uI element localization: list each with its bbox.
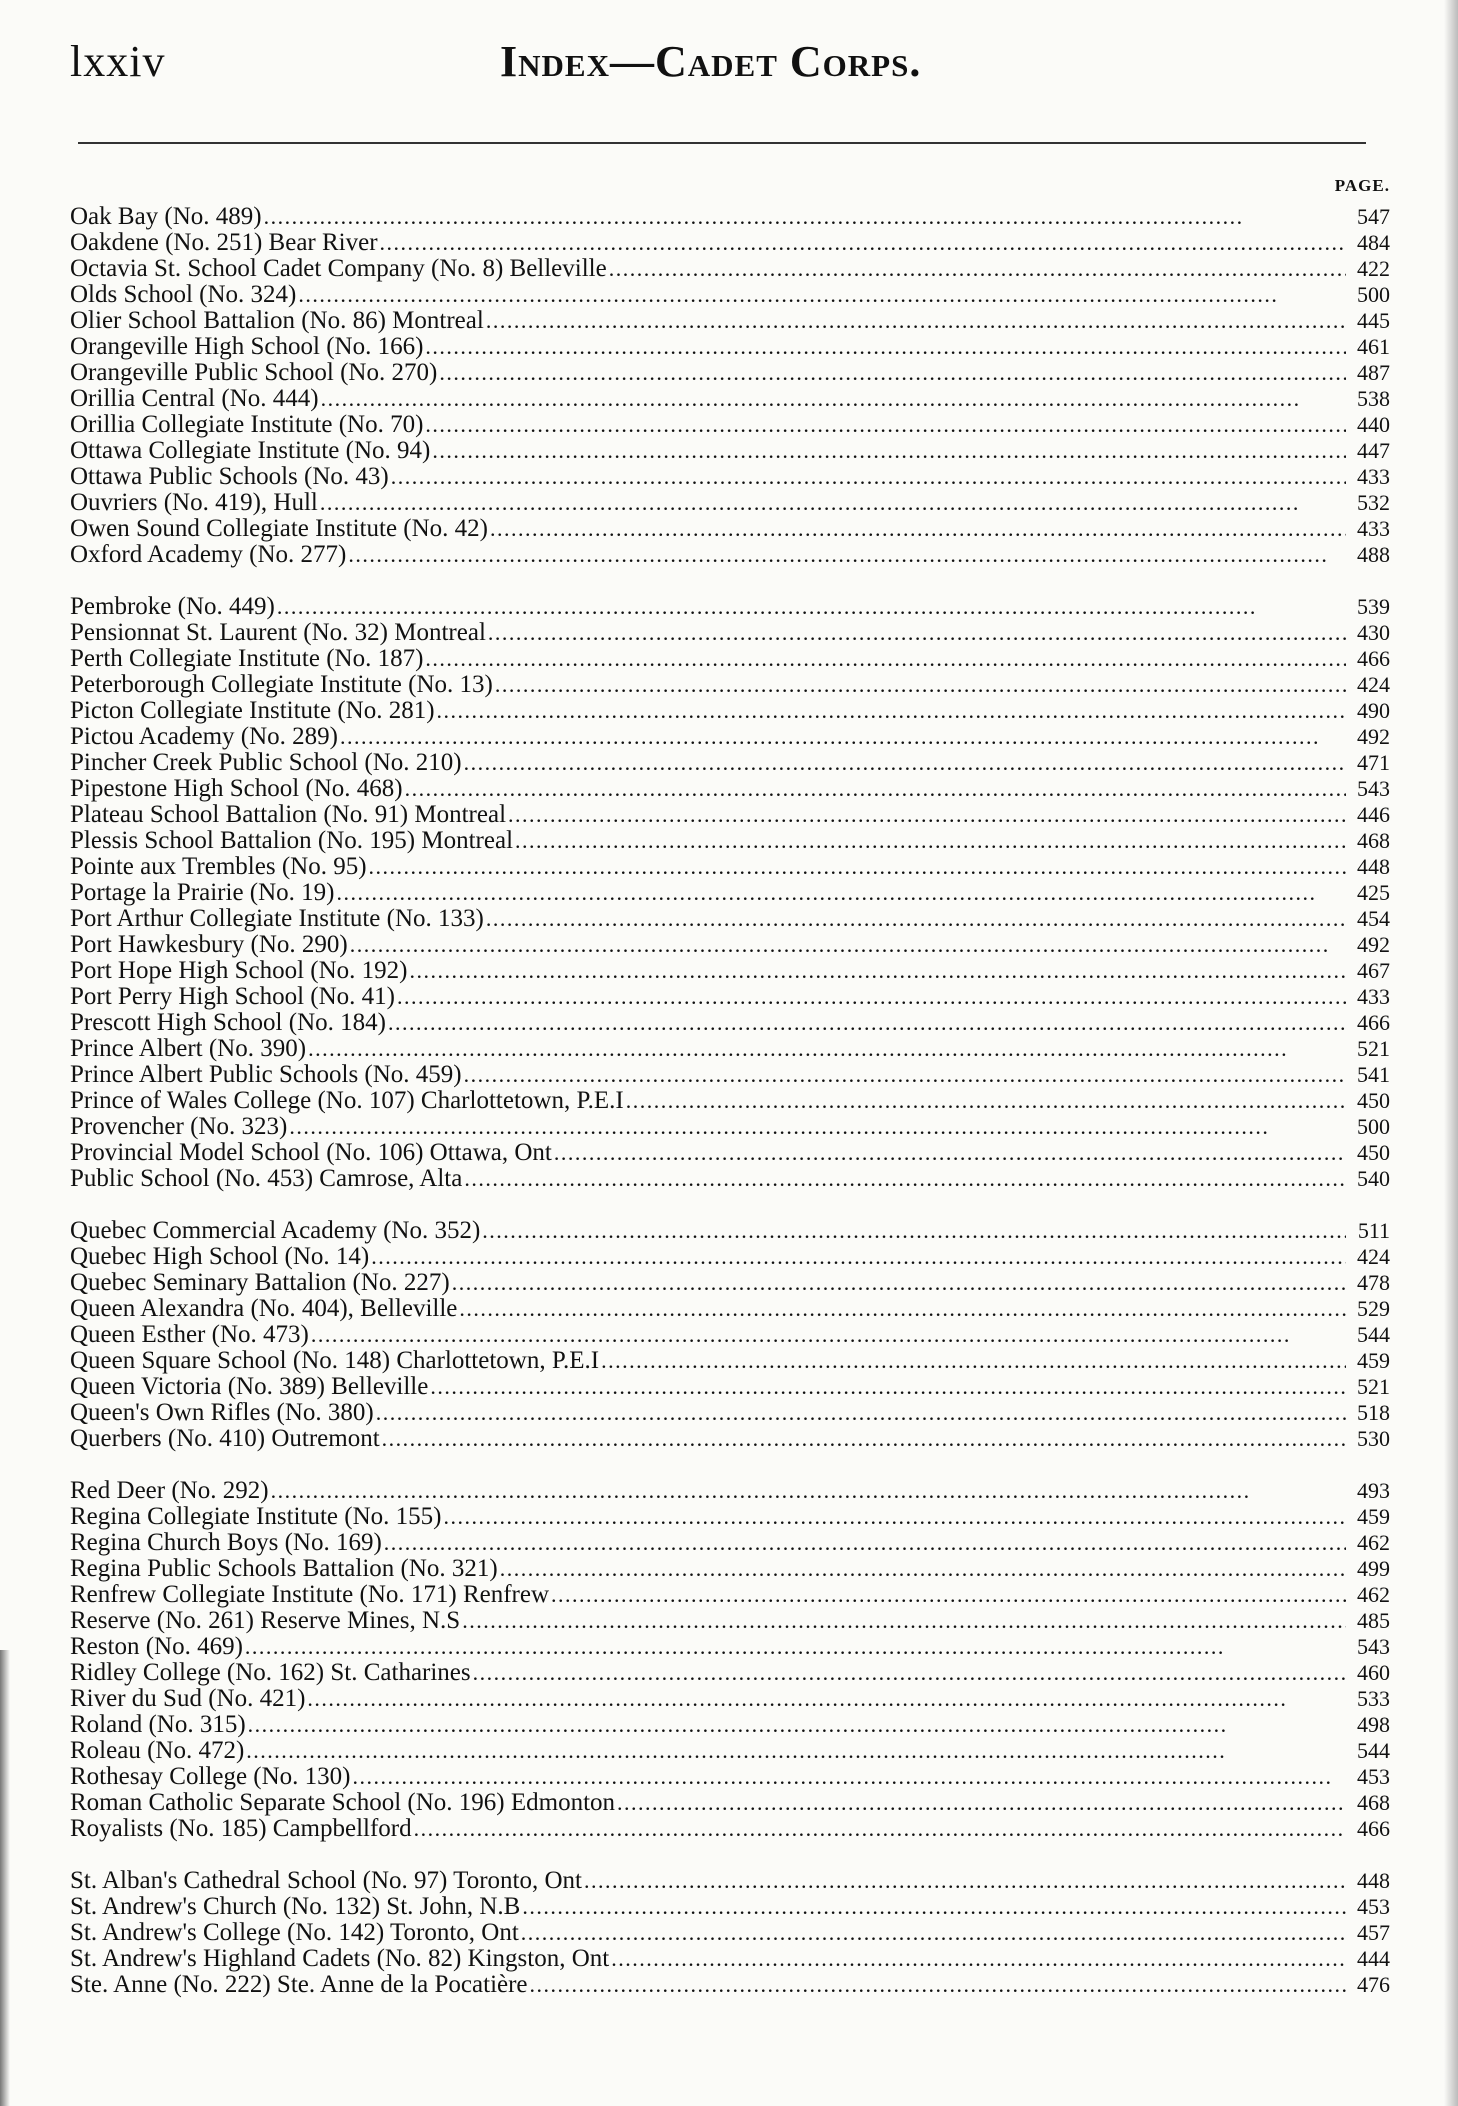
dot-leader <box>369 854 1346 880</box>
dot-leader <box>495 672 1346 698</box>
dot-leader <box>321 386 1346 412</box>
dot-leader <box>584 1868 1346 1894</box>
entry-page-number: 488 <box>1357 542 1390 567</box>
dot-leader <box>462 1608 1346 1634</box>
entry-page-number: 422 <box>1357 256 1390 281</box>
dot-leader <box>425 646 1346 672</box>
entry-name: Reserve (No. 261) Reserve Mines, N.S <box>70 1607 461 1634</box>
entry-name: Port Arthur Collegiate Institute (No. 133) <box>70 905 484 932</box>
dot-leader <box>380 230 1346 256</box>
entry-page-number: 433 <box>1357 984 1390 1009</box>
entry-name: Prescott High School (No. 184) <box>70 1009 386 1036</box>
entry-page-number: 484 <box>1357 230 1390 255</box>
index-entry <box>70 1634 1390 1660</box>
entry-page-number: 529 <box>1357 1296 1390 1321</box>
index-entry <box>70 1556 1390 1582</box>
entry-name: Provencher (No. 323) <box>70 1113 288 1140</box>
index-entry <box>70 1920 1390 1946</box>
entry-name: Royalists (No. 185) Campbellford <box>70 1815 412 1842</box>
entry-page-number: 457 <box>1357 1920 1390 1945</box>
entry-page-number: 450 <box>1357 1088 1390 1113</box>
dot-leader <box>264 204 1346 230</box>
dot-leader <box>486 906 1346 932</box>
entry-page-number: 445 <box>1357 308 1390 333</box>
index-entry <box>70 1530 1390 1556</box>
entry-page-number: 543 <box>1357 776 1390 801</box>
index-entry <box>70 1504 1390 1530</box>
entry-page-number: 444 <box>1357 1946 1390 1971</box>
entry-page-number: 530 <box>1357 1426 1390 1451</box>
entry-name: Ottawa Collegiate Institute (No. 94) <box>70 437 431 464</box>
index-entry <box>70 646 1390 672</box>
dot-leader <box>414 1816 1346 1842</box>
entry-page-number: 448 <box>1357 854 1390 879</box>
index-entry <box>70 1686 1390 1712</box>
index-entry <box>70 1946 1390 1972</box>
index-entry <box>70 958 1390 984</box>
index-entry <box>70 750 1390 776</box>
entry-name: Ste. Anne (No. 222) Ste. Anne de la Pocatière <box>70 1971 528 1998</box>
index-entry <box>70 906 1390 932</box>
entry-name: Queen Alexandra (No. 404), Belleville <box>70 1295 458 1322</box>
index-entry <box>70 542 1390 568</box>
entry-name: Pembroke (No. 449) <box>70 593 275 620</box>
index-entry <box>70 334 1390 360</box>
entry-page-number: 492 <box>1357 932 1390 957</box>
index-entry <box>70 490 1390 516</box>
entry-name: Queen Victoria (No. 389) Belleville <box>70 1373 429 1400</box>
index-entry <box>70 1114 1390 1140</box>
entry-name: St. Andrew's Church (No. 132) St. John, N.B <box>70 1893 521 1920</box>
entry-page-number: 433 <box>1357 516 1390 541</box>
entry-name: Olier School Battalion (No. 86) Montreal <box>70 307 484 334</box>
entry-page-number: 433 <box>1357 464 1390 489</box>
index-entry <box>70 724 1390 750</box>
dot-leader <box>388 1010 1346 1036</box>
dot-leader <box>277 594 1346 620</box>
entry-name: Pictou Academy (No. 289) <box>70 723 339 750</box>
entry-page-number: 459 <box>1357 1504 1390 1529</box>
dot-leader <box>425 334 1346 360</box>
entry-page-number: 453 <box>1357 1764 1390 1789</box>
scan-edge-shadow <box>0 1650 10 2106</box>
dot-leader <box>311 1322 1346 1348</box>
dot-leader <box>371 1244 1346 1270</box>
index-entry <box>70 854 1390 880</box>
entry-page-number: 518 <box>1357 1400 1390 1425</box>
index-group <box>70 1478 1390 1842</box>
index-entry <box>70 516 1390 542</box>
entry-page-number: 532 <box>1357 490 1390 515</box>
dot-leader <box>376 1400 1346 1426</box>
entry-page-number: 447 <box>1357 438 1390 463</box>
index-group <box>70 1868 1390 1998</box>
entry-name: Prince of Wales College (No. 107) Charlottetown, P.E.I <box>70 1087 624 1114</box>
entry-page-number: 499 <box>1357 1556 1390 1581</box>
entry-page-number: 500 <box>1357 1114 1390 1139</box>
dot-leader <box>626 1088 1346 1114</box>
entry-page-number: 440 <box>1357 412 1390 437</box>
entry-name: Roman Catholic Separate School (No. 196) Edmonton <box>70 1789 616 1816</box>
entry-page-number: 478 <box>1357 1270 1390 1295</box>
entry-name: Regina Public Schools Battalion (No. 321) <box>70 1555 498 1582</box>
entry-name: Perth Collegiate Institute (No. 187) <box>70 645 424 672</box>
entry-page-number: 490 <box>1357 698 1390 723</box>
index-entry <box>70 1608 1390 1634</box>
entry-name: Regina Collegiate Institute (No. 155) <box>70 1503 442 1530</box>
dot-leader <box>337 880 1346 906</box>
entry-name: Ridley College (No. 162) St. Catharines <box>70 1659 471 1686</box>
entry-name: Public School (No. 453) Camrose, Alta <box>70 1165 463 1192</box>
dot-leader <box>490 516 1346 542</box>
header-rule <box>78 142 1366 144</box>
entry-name: Orangeville High School (No. 166) <box>70 333 424 360</box>
index-entry <box>70 984 1390 1010</box>
entry-page-number: 424 <box>1357 1244 1390 1269</box>
dot-leader <box>391 464 1346 490</box>
dot-leader <box>500 1556 1346 1582</box>
dot-leader <box>554 1140 1346 1166</box>
entry-page-number: 466 <box>1357 646 1390 671</box>
dot-leader <box>425 412 1346 438</box>
dot-leader <box>340 724 1346 750</box>
entry-name: Queen's Own Rifles (No. 380) <box>70 1399 374 1426</box>
entry-page-number: 467 <box>1357 958 1390 983</box>
entry-page-number: 539 <box>1357 594 1390 619</box>
entry-name: Queen Esther (No. 473) <box>70 1321 309 1348</box>
entry-name: Roleau (No. 472) <box>70 1737 245 1764</box>
index-entry <box>70 1712 1390 1738</box>
entry-name: Pipestone High School (No. 468) <box>70 775 403 802</box>
dot-leader <box>348 542 1346 568</box>
entry-page-number: 425 <box>1357 880 1390 905</box>
dot-leader <box>486 308 1346 334</box>
entry-name: St. Alban's Cathedral School (No. 97) Toronto, Ont <box>70 1867 582 1894</box>
index-group <box>70 1218 1390 1452</box>
entry-page-number: 462 <box>1357 1530 1390 1555</box>
entry-page-number: 492 <box>1357 724 1390 749</box>
dot-leader <box>459 1296 1346 1322</box>
dot-leader <box>452 1270 1346 1296</box>
index-entry <box>70 672 1390 698</box>
index-entry <box>70 1868 1390 1894</box>
entry-name: Oak Bay (No. 489) <box>70 203 262 230</box>
entry-name: Queen Square School (No. 148) Charlottetown, P.E.I <box>70 1347 600 1374</box>
index-group <box>70 204 1390 568</box>
index-entry <box>70 932 1390 958</box>
entry-name: Pointe aux Trembles (No. 95) <box>70 853 367 880</box>
index-entry <box>70 1972 1390 1998</box>
entry-page-number: 487 <box>1357 360 1390 385</box>
entry-name: Olds School (No. 324) <box>70 281 297 308</box>
entry-page-number: 498 <box>1357 1712 1390 1737</box>
index-entry <box>70 1738 1390 1764</box>
entry-name: Oakdene (No. 251) Bear River <box>70 229 378 256</box>
index-entry <box>70 828 1390 854</box>
dot-leader <box>530 1972 1346 1998</box>
index-entry <box>70 1400 1390 1426</box>
dot-leader <box>248 1712 1346 1738</box>
entry-name: Provincial Model School (No. 106) Ottawa, Ont <box>70 1139 552 1166</box>
entry-page-number: 460 <box>1357 1660 1390 1685</box>
dot-leader <box>522 1894 1346 1920</box>
entry-page-number: 461 <box>1357 334 1390 359</box>
index-entry <box>70 386 1390 412</box>
entry-name: Oxford Academy (No. 277) <box>70 541 347 568</box>
entry-page-number: 521 <box>1357 1036 1390 1061</box>
index-entry <box>70 1764 1390 1790</box>
entry-page-number: 485 <box>1357 1608 1390 1633</box>
entry-page-number: 471 <box>1357 750 1390 775</box>
index-entry <box>70 776 1390 802</box>
entry-page-number: 544 <box>1357 1738 1390 1763</box>
dot-leader <box>350 932 1346 958</box>
index-group <box>70 594 1390 1192</box>
entry-name: Orillia Collegiate Institute (No. 70) <box>70 411 424 438</box>
index-entry <box>70 620 1390 646</box>
entry-name: Port Hawkesbury (No. 290) <box>70 931 348 958</box>
dot-leader <box>298 282 1346 308</box>
entry-name: Peterborough Collegiate Institute (No. 13) <box>70 671 493 698</box>
entry-page-number: 541 <box>1357 1062 1390 1087</box>
dot-leader <box>473 1660 1346 1686</box>
dot-leader <box>430 1374 1346 1400</box>
index-entry <box>70 1582 1390 1608</box>
index-entry <box>70 1296 1390 1322</box>
index-entry <box>70 1426 1390 1452</box>
entry-page-number: 476 <box>1357 1972 1390 1997</box>
index-entry <box>70 282 1390 308</box>
index-entry <box>70 594 1390 620</box>
index-entry <box>70 438 1390 464</box>
index-entry <box>70 1166 1390 1192</box>
dot-leader <box>482 1218 1346 1244</box>
index-entry <box>70 412 1390 438</box>
index-entry <box>70 1140 1390 1166</box>
dot-leader <box>432 438 1346 464</box>
index-entry <box>70 1010 1390 1036</box>
dot-leader <box>515 828 1346 854</box>
entry-name: Plateau School Battalion (No. 91) Montreal <box>70 801 507 828</box>
index-entry <box>70 1348 1390 1374</box>
index-entry <box>70 1894 1390 1920</box>
index-entry <box>70 204 1390 230</box>
entry-page-number: 493 <box>1357 1478 1390 1503</box>
entry-page-number: 468 <box>1357 828 1390 853</box>
dot-leader <box>384 1530 1346 1556</box>
entry-name: Querbers (No. 410) Outremont <box>70 1425 380 1452</box>
entry-name: Ottawa Public Schools (No. 43) <box>70 463 389 490</box>
dot-leader <box>464 1062 1346 1088</box>
index-entry <box>70 1790 1390 1816</box>
entry-name: Orillia Central (No. 444) <box>70 385 319 412</box>
entry-page-number: 544 <box>1357 1322 1390 1347</box>
entry-name: Quebec High School (No. 14) <box>70 1243 370 1270</box>
entry-page-number: 448 <box>1357 1868 1390 1893</box>
entry-name: Orangeville Public School (No. 270) <box>70 359 438 386</box>
page-number: lxxiv <box>70 37 166 86</box>
entry-page-number: 459 <box>1357 1348 1390 1373</box>
entry-name: River du Sud (No. 421) <box>70 1685 306 1712</box>
dot-leader <box>382 1426 1346 1452</box>
index-entry <box>70 308 1390 334</box>
entry-name: Reston (No. 469) <box>70 1633 243 1660</box>
entry-name: Pincher Creek Public School (No. 210) <box>70 749 462 776</box>
entry-name: Port Perry High School (No. 41) <box>70 983 395 1010</box>
index-entry <box>70 1660 1390 1686</box>
index-entry <box>70 464 1390 490</box>
entry-name: Red Deer (No. 292) <box>70 1477 269 1504</box>
dot-leader <box>601 1348 1346 1374</box>
dot-leader <box>551 1582 1346 1608</box>
page-column-label: PAGE. <box>1334 176 1390 195</box>
entry-name: Prince Albert Public Schools (No. 459) <box>70 1061 462 1088</box>
entry-name: Octavia St. School Cadet Company (No. 8) Belleville <box>70 255 607 282</box>
entry-page-number: 424 <box>1357 672 1390 697</box>
dot-leader <box>308 1036 1346 1062</box>
entry-page-number: 538 <box>1357 386 1390 411</box>
index-list <box>70 204 1390 2024</box>
dot-leader <box>405 776 1346 802</box>
index-entry <box>70 1218 1390 1244</box>
entry-page-number: 430 <box>1357 620 1390 645</box>
entry-name: Portage la Prairie (No. 19) <box>70 879 335 906</box>
dot-leader <box>609 256 1346 282</box>
entry-page-number: 468 <box>1357 1790 1390 1815</box>
entry-name: Plessis School Battalion (No. 195) Montreal <box>70 827 514 854</box>
entry-name: Ouvriers (No. 419), Hull <box>70 489 318 516</box>
index-entry <box>70 1036 1390 1062</box>
entry-name: Prince Albert (No. 390) <box>70 1035 307 1062</box>
dot-leader <box>521 1920 1346 1946</box>
dot-leader <box>617 1790 1346 1816</box>
dot-leader <box>271 1478 1346 1504</box>
index-entry <box>70 1816 1390 1842</box>
entry-name: Renfrew Collegiate Institute (No. 171) Renfrew <box>70 1581 550 1608</box>
entry-name: Roland (No. 315) <box>70 1711 246 1738</box>
entry-page-number: 500 <box>1357 282 1390 307</box>
entry-name: Pensionnat St. Laurent (No. 32) Montreal <box>70 619 486 646</box>
dot-leader <box>443 1504 1346 1530</box>
entry-name: Picton Collegiate Institute (No. 281) <box>70 697 435 724</box>
entry-page-number: 547 <box>1357 204 1390 229</box>
index-entry <box>70 1270 1390 1296</box>
dot-leader <box>409 958 1346 984</box>
scan-binding-edge <box>1444 0 1458 2106</box>
index-entry <box>70 1374 1390 1400</box>
index-entry <box>70 1062 1390 1088</box>
dot-leader <box>307 1686 1346 1712</box>
dot-leader <box>246 1738 1346 1764</box>
dot-leader <box>611 1946 1346 1972</box>
index-entry <box>70 230 1390 256</box>
entry-name: Owen Sound Collegiate Institute (No. 42) <box>70 515 488 542</box>
dot-leader <box>353 1764 1346 1790</box>
entry-page-number: 466 <box>1357 1010 1390 1035</box>
index-entry <box>70 1244 1390 1270</box>
entry-page-number: 466 <box>1357 1816 1390 1841</box>
entry-page-number: 446 <box>1357 802 1390 827</box>
entry-name: Port Hope High School (No. 192) <box>70 957 408 984</box>
entry-name: Quebec Commercial Academy (No. 352) <box>70 1217 481 1244</box>
dot-leader <box>488 620 1346 646</box>
dot-leader <box>508 802 1346 828</box>
entry-page-number: 521 <box>1357 1374 1390 1399</box>
dot-leader <box>437 698 1346 724</box>
index-entry <box>70 1478 1390 1504</box>
entry-page-number: 462 <box>1357 1582 1390 1607</box>
index-entry <box>70 802 1390 828</box>
entry-name: Regina Church Boys (No. 169) <box>70 1529 382 1556</box>
entry-page-number: 453 <box>1357 1894 1390 1919</box>
dot-leader <box>464 1166 1346 1192</box>
entry-page-number: 450 <box>1357 1140 1390 1165</box>
entry-page-number: 543 <box>1357 1634 1390 1659</box>
index-entry <box>70 256 1390 282</box>
entry-name: Quebec Seminary Battalion (No. 227) <box>70 1269 450 1296</box>
index-entry <box>70 880 1390 906</box>
dot-leader <box>439 360 1346 386</box>
index-entry <box>70 1322 1390 1348</box>
entry-page-number: 454 <box>1357 906 1390 931</box>
dot-leader <box>289 1114 1346 1140</box>
entry-name: St. Andrew's College (No. 142) Toronto, Ont <box>70 1919 519 1946</box>
entry-page-number: 540 <box>1357 1166 1390 1191</box>
entry-page-number: 511 <box>1357 1218 1390 1243</box>
dot-leader <box>245 1634 1346 1660</box>
dot-leader <box>320 490 1346 516</box>
entry-name: St. Andrew's Highland Cadets (No. 82) Kingston, Ont <box>70 1945 610 1972</box>
entry-page-number: 533 <box>1357 1686 1390 1711</box>
entry-name: Rothesay College (No. 130) <box>70 1763 351 1790</box>
page-title: Index—Cadet Corps. <box>500 37 922 86</box>
dot-leader <box>464 750 1346 776</box>
index-entry <box>70 1088 1390 1114</box>
index-entry <box>70 698 1390 724</box>
index-entry <box>70 360 1390 386</box>
dot-leader <box>397 984 1346 1010</box>
